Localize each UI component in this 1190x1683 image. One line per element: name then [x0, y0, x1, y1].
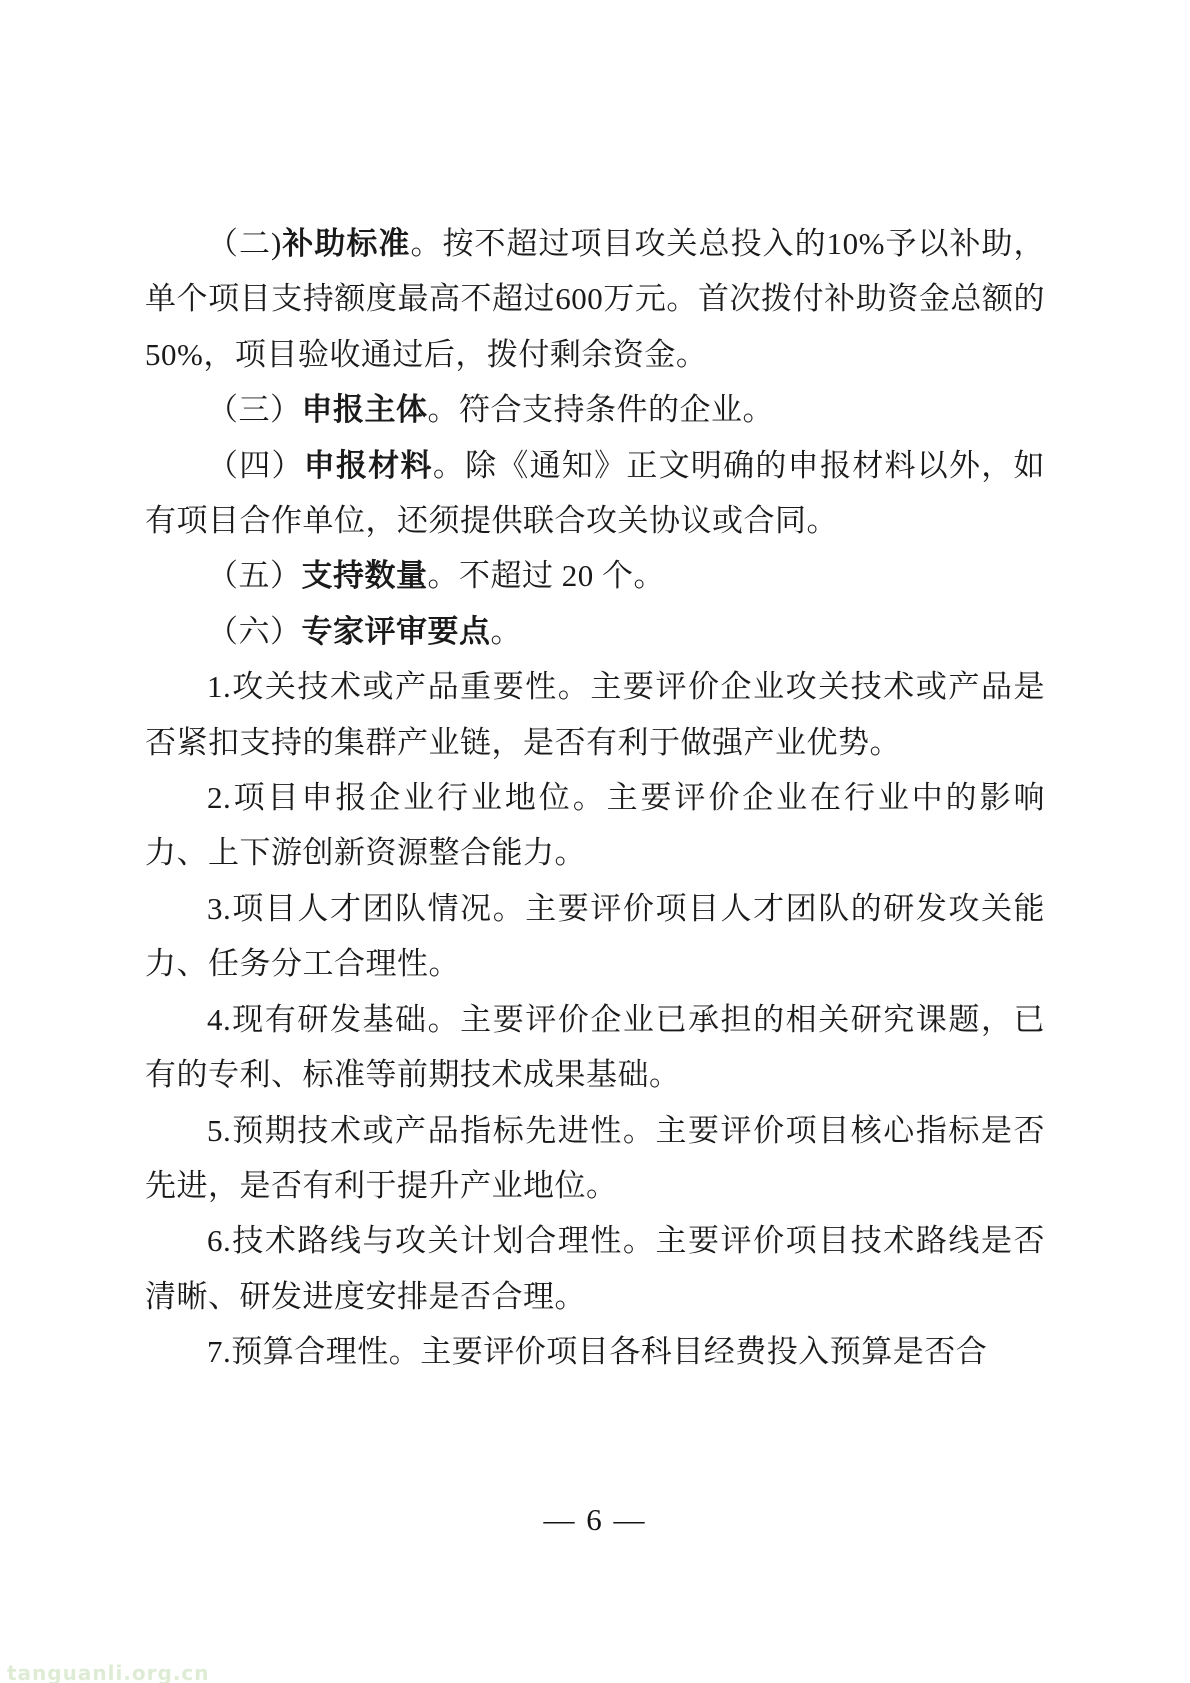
paragraph [145, 1213, 1045, 1324]
text-run: 3.项目人才团队情况。主要评价项目人才团队的研发攻关能力、任务分工合理性。 [145, 890, 1045, 982]
paragraph [145, 770, 1045, 881]
paragraph [145, 548, 1045, 603]
paragraph [145, 604, 1045, 659]
text-run: 6.技术路线与攻关计划合理性。主要评价项目技术路线是否清晰、研发进度安排是否合理。 [145, 1223, 1045, 1314]
clause-heading: 支持数量 [301, 558, 428, 594]
paragraph [145, 438, 1045, 549]
text-run: 7.预算合理性。主要评价项目各科目经费投入预算是否合 [207, 1334, 988, 1370]
text-run: 5.预期技术或产品指标先进性。主要评价项目核心指标是否先进，是否有利于提升产业地位。 [145, 1112, 1045, 1203]
text-run: 4.现有研发基础。主要评价企业已承担的相关研究课题，已有的专利、标准等前期技术成果基础。 [145, 1001, 1045, 1093]
paragraph [145, 1103, 1045, 1214]
document-body [145, 216, 1045, 1380]
clause-heading: 补助标准 [281, 226, 411, 261]
text-run: （四） [207, 447, 304, 483]
text-run: （五） [207, 558, 302, 594]
clause-heading: 申报主体 [301, 392, 428, 428]
text-run: 2.项目申报企业行业地位。主要评价企业在行业中的影响力、上下游创新资源整合能力。 [145, 780, 1045, 871]
text-run: 。符合支持条件的企业。 [427, 392, 774, 428]
text-run: （三） [207, 392, 302, 428]
clause-heading: 申报材料 [303, 447, 433, 483]
clause-heading: 专家评审要点 [301, 613, 491, 649]
text-run: 。除《通知》正文明确的申报材料以外，如有项目合作单位，还须提供联合攻关协议或合同。 [145, 447, 1046, 539]
text-run: （六） [207, 613, 302, 649]
paragraph [145, 1324, 1045, 1379]
page-number: — 6 — [543, 1502, 647, 1537]
text-run: 。不超过 20 个。 [427, 558, 665, 594]
paragraph [145, 382, 1045, 437]
paragraph [145, 881, 1045, 992]
paragraph [145, 992, 1045, 1103]
paragraph [145, 216, 1045, 382]
text-run: 1.攻关技术或产品重要性。主要评价企业攻关技术或产品是否紧扣支持的集群产业链，是否有利于做强产业优势。 [145, 669, 1045, 760]
text-run: 。按不超过项目攻关总投入的10%予以补助，单个项目支持额度最高不超过600万元。首次拨付补助资金总额的50%，项目验收通过后，拨付剩余资金。 [145, 226, 1046, 372]
text-run: 。 [490, 613, 522, 649]
text-run: （二) [207, 226, 282, 261]
paragraph [145, 659, 1045, 770]
watermark-text: tanguanli.org.cn [7, 1661, 210, 1683]
